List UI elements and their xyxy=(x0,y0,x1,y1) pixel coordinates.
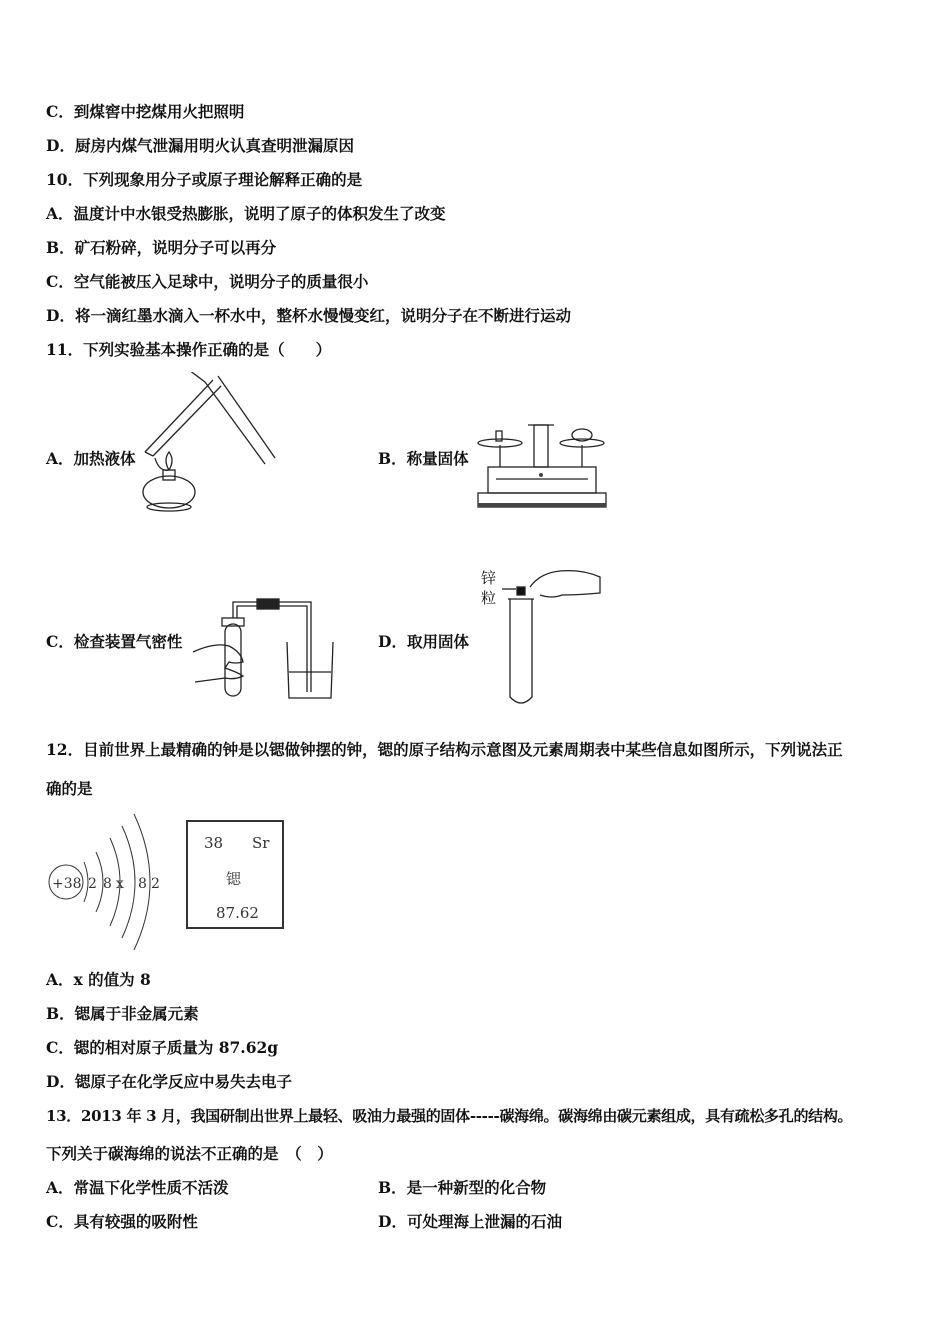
q13-option-d: D．可处理海上泄漏的石油 xyxy=(378,1212,562,1231)
shell-4-electrons: 8 xyxy=(138,876,147,892)
shell-2-electrons: 8 xyxy=(103,876,112,892)
periodic-table-cell xyxy=(186,820,284,929)
heating-liquid-figure xyxy=(125,372,285,522)
q11-option-c: C．检查装置气密性 xyxy=(46,632,183,651)
q13-stem-line1: 13．2013 年 3 月，我国研制出世界上最轻、吸油力最强的固体-----碳海绵。碳海绵由碳元素组成，具有疏松多孔的结构。 xyxy=(46,1107,853,1125)
atomic-mass: 87.62 xyxy=(216,904,259,922)
q13-stem-line2: 下列关于碳海绵的说法不正确的是 （ ） xyxy=(46,1144,333,1163)
atomic-structure-diagram xyxy=(44,808,164,952)
q10-option-a: A．温度计中水银受热膨胀，说明了原子的体积发生了改变 xyxy=(46,204,446,223)
q12-option-a: A．x 的值为 8 xyxy=(46,970,151,989)
shell-5-electrons: 2 xyxy=(151,876,160,892)
element-symbol: Sr xyxy=(252,834,270,852)
element-name: 锶 xyxy=(226,870,242,888)
q12-stem-line1: 12．目前世界上最精确的钟是以锶做钟摆的钟，锶的原子结构示意图及元素周期表中某些信息如图所示，下列说法正 xyxy=(46,740,843,759)
q12-option-c: C．锶的相对原子质量为 87.62g xyxy=(46,1038,279,1057)
q12-option-d: D．锶原子在化学反应中易失去电子 xyxy=(46,1072,292,1091)
q11-option-a: A．加热液体 xyxy=(46,449,136,468)
q11-stem: 11．下列实验基本操作正确的是（ ） xyxy=(46,340,332,359)
q11-option-b: B．称量固体 xyxy=(378,449,469,468)
q10-option-c: C．空气能被压入足球中，说明分子的质量很小 xyxy=(46,272,369,291)
q10-option-b: B．矿石粉碎，说明分子可以再分 xyxy=(46,238,277,257)
nucleus-charge: +38 xyxy=(52,876,82,892)
shell-3-electrons: x xyxy=(116,876,124,892)
zinc-label xyxy=(481,568,496,608)
shell-1-electrons: 2 xyxy=(88,876,97,892)
q10-option-d: D．将一滴红墨水滴入一杯水中，整杯水慢慢变红，说明分子在不断进行运动 xyxy=(46,306,571,325)
zinc-label-char-2: 粒 xyxy=(481,589,497,607)
take-solid-figure xyxy=(500,565,615,710)
atomic-number: 38 xyxy=(204,834,224,852)
q13-option-b: B．是一种新型的化合物 xyxy=(378,1178,547,1197)
zinc-label-char-1: 锌 xyxy=(481,569,497,587)
q13-option-a: A．常温下化学性质不活泼 xyxy=(46,1178,229,1197)
q12-option-b: B．锶属于非金属元素 xyxy=(46,1004,199,1023)
balance-scale-figure xyxy=(470,415,615,515)
q9-option-d: D．厨房内煤气泄漏用明火认真查明泄漏原因 xyxy=(46,136,354,155)
q12-stem-line2: 确的是 xyxy=(46,779,93,798)
q11-option-d: D．取用固体 xyxy=(378,632,469,651)
q13-option-c: C．具有较强的吸附性 xyxy=(46,1212,198,1231)
q9-option-c: C．到煤窖中挖煤用火把照明 xyxy=(46,102,245,121)
q10-stem: 10．下列现象用分子或原子理论解释正确的是 xyxy=(46,170,363,189)
airtightness-check-figure xyxy=(185,592,345,707)
